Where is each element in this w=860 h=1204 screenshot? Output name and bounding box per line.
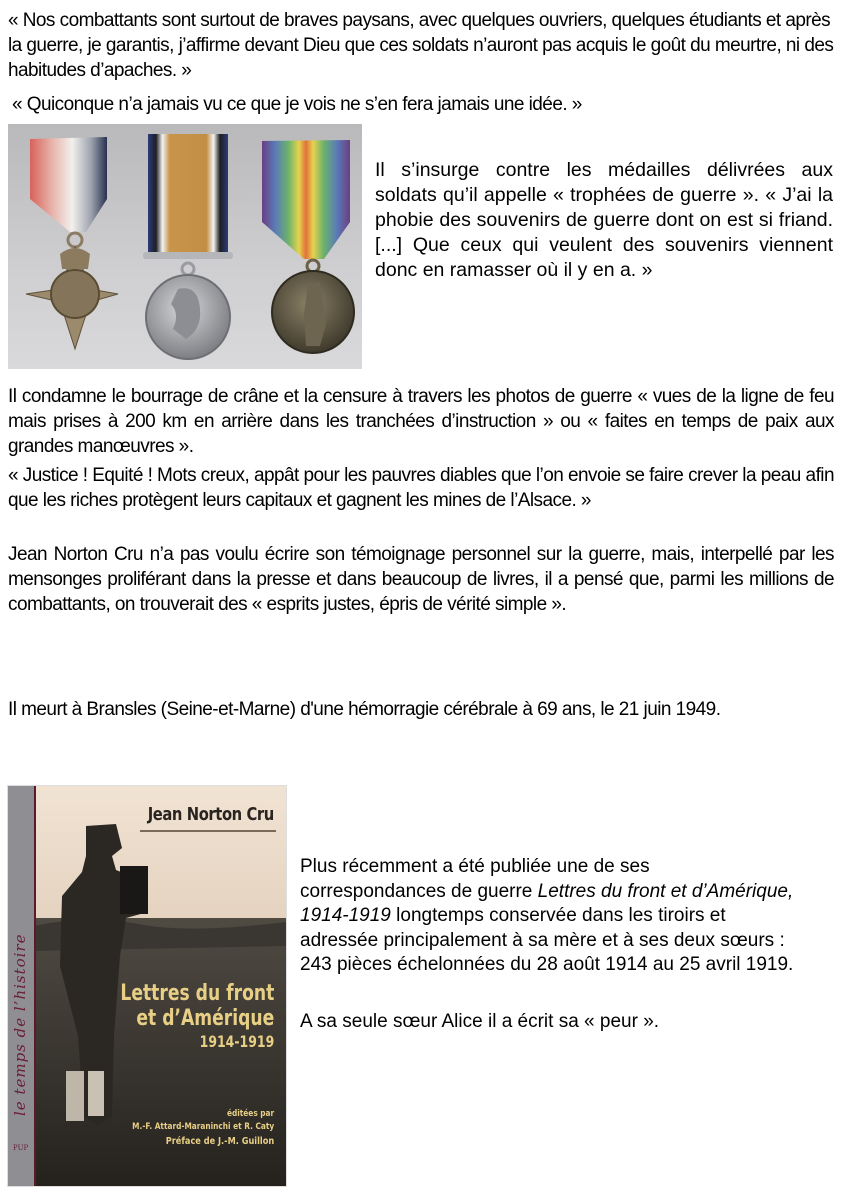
- medals-illustration: [8, 124, 362, 369]
- book-cover-years: 1914-1919: [199, 1032, 274, 1051]
- book-cover-editors-label: éditées par: [226, 1109, 274, 1119]
- paragraph-medailles: Il s’insurge contre les médailles délivrées aux soldats qu’il appelle « trophées de guerre ». « J’ai la phobie des souvenirs de guerre dont on est si friand. [...] Que ceux qui veulent des souvenirs viennent donc en ramasser où il y en a. »: [375, 159, 833, 281]
- paragraph-bourrage-de-crane: Il condamne le bourrage de crâne et la censure à travers les photos de guerre « vues de la ligne de feu mais prises à 200 km en arrière dans les tranchées d’instruction » ou « faites en temps de paix aux grandes manœuvres ».: [8, 386, 834, 457]
- paragraph-deces: Il meurt à Bransles (Seine-et-Marne) d'une hémorragie cérébrale à 69 ans, le 21 juin 1949.: [8, 699, 721, 720]
- book-cover-image: [8, 786, 286, 1186]
- book-cover-title-line1: Lettres du front: [120, 981, 274, 1006]
- medal-british-war: [143, 134, 233, 359]
- book-cover-author: Jean Norton Cru: [147, 804, 274, 825]
- lettres-text-before: Plus récemment a été publiée une de ses correspondances de guerre: [300, 856, 650, 902]
- book-cover-editors: M.-F. Attard-Maraninchi et R. Caty: [131, 1122, 274, 1132]
- quote-combattants: « Nos combattants sont surtout de braves paysans, avec quelques ouvriers, quelques étudiants et après la guerre, je garantis, j’affirme devant Dieu que ces soldats n’auront pas acquis le goût du meurtre, ni des habitudes d’apaches. »: [8, 10, 834, 81]
- book-cover-publisher: PUP: [13, 1144, 29, 1152]
- book-cover-series: le temps de l’histoire: [11, 933, 29, 1116]
- book-cover-title-line2: et d’Amérique: [136, 1006, 274, 1031]
- medal-victory: [262, 140, 354, 353]
- lettres-text-after: longtemps conservée dans les tiroirs et adressée principalement à sa mère et à ses deux sœurs : 243 pièces échelonnées du 28 août 1914 au 25 avril 1919.: [300, 905, 794, 975]
- paragraph-peur: A sa seule sœur Alice il a écrit sa « peur ».: [300, 1011, 660, 1032]
- quote-quiconque: « Quiconque n’a jamais vu ce que je vois ne s’en fera jamais une idée. »: [12, 94, 582, 115]
- book-cover-preface: Préface de J.-M. Guillon: [165, 1136, 274, 1147]
- medals-image: [8, 124, 362, 369]
- paragraph-lettres-publiees: [300, 855, 800, 978]
- quote-justice: « Justice ! Equité ! Mots creux, appât pour les pauvres diables que l’on envoie se faire crever la peau afin que les riches protègent leurs capitaux et gagnent les mines de l’Alsace. »: [8, 465, 834, 511]
- paragraph-temoignage: Jean Norton Cru n’a pas voulu écrire son témoignage personnel sur la guerre, mais, interpellé par les mensonges proliférant dans la presse et dans beaucoup de livres, il a pensé que, parmi les millions de combattants, on trouverait des « esprits justes, épris de vérité simple ».: [8, 544, 834, 615]
- medal-1914-star: [26, 137, 118, 349]
- lettres-book-title: Lettres du front et d’Amérique, 1914-1919: [300, 880, 794, 926]
